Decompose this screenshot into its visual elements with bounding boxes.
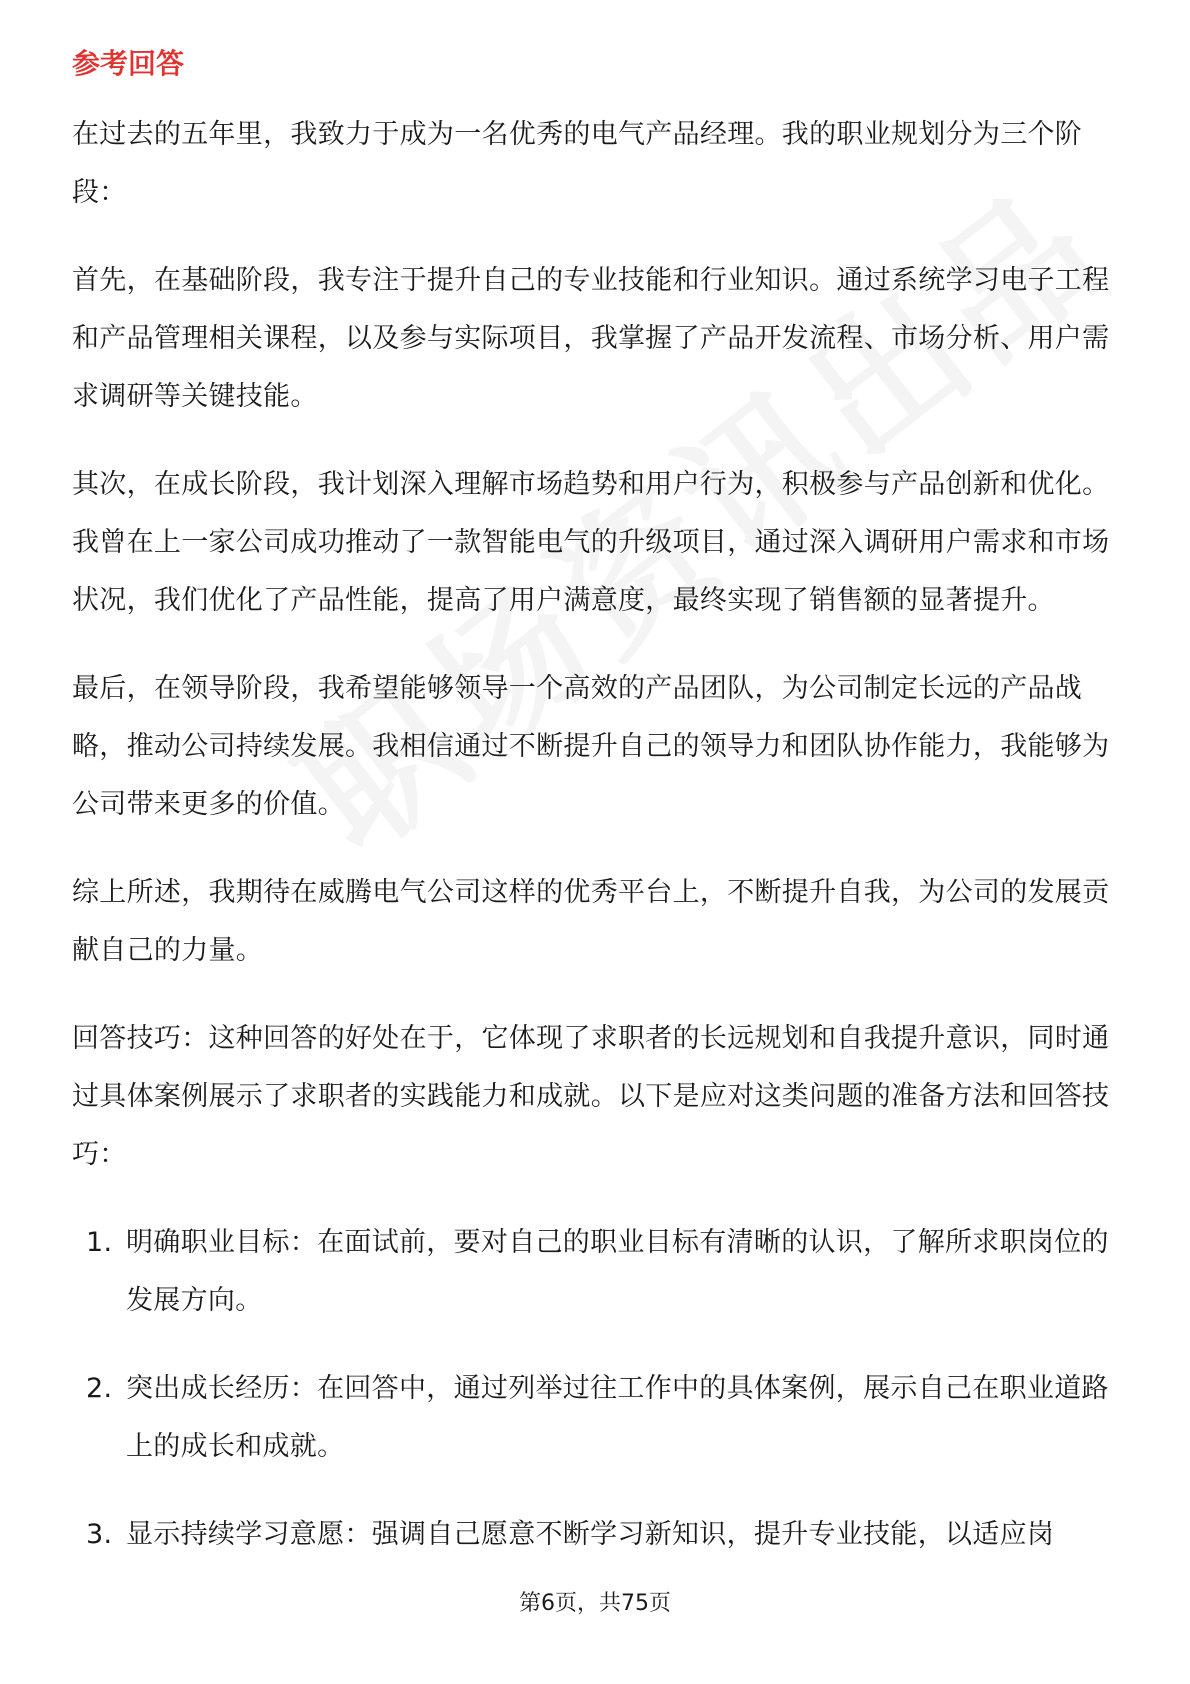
section-title: 参考回答 xyxy=(72,47,185,80)
list-item-number: 3. xyxy=(86,1519,113,1550)
paragraph-summary: 综上所述，我期待在威腾电气公司这样的优秀平台上，不断提升自我，为公司的发展贡献自己的力量。 xyxy=(72,877,1110,966)
paragraph-stage-two: 其次，在成长阶段，我计划深入理解市场趋势和用户行为，积极参与产品创新和优化。我曾在上一家公司成功推动了一款智能电气的升级项目，通过深入调研用户需求和市场状况，我们优化了产品性能，提高了用户满意度，最终实现了销售额的显著提升。 xyxy=(72,469,1110,616)
tips-list xyxy=(72,1214,1122,1564)
list-item-text: 显示持续学习意愿：强调自己愿意不断学习新知识，提升专业技能，以适应岗 xyxy=(126,1519,1055,1550)
list-item xyxy=(72,1360,1122,1476)
list-item-text: 突出成长经历：在回答中，通过列举过往工作中的具体案例，展示自己在职业道路上的成长和成就。 xyxy=(126,1373,1109,1462)
list-item-text: 明确职业目标：在面试前，要对自己的职业目标有清晰的认识，了解所求职岗位的发展方向。 xyxy=(126,1227,1109,1316)
list-item xyxy=(72,1214,1122,1330)
paragraph-tips: 回答技巧：这种回答的好处在于，它体现了求职者的长远规划和自我提升意识，同时通过具体案例展示了求职者的实践能力和成就。以下是应对这类问题的准备方法和回答技巧： xyxy=(72,1023,1110,1170)
document-page xyxy=(72,44,1122,1594)
paragraph-intro: 在过去的五年里，我致力于成为一名优秀的电气产品经理。我的职业规划分为三个阶段： xyxy=(72,119,1083,208)
list-item-number: 1. xyxy=(86,1227,113,1258)
list-item xyxy=(72,1506,1122,1564)
paragraph-stage-three: 最后，在领导阶段，我希望能够领导一个高效的产品团队，为公司制定长远的产品战略，推动公司持续发展。我相信通过不断提升自己的领导力和团队协作能力，我能够为公司带来更多的价值。 xyxy=(72,673,1110,820)
paragraph-stage-one: 首先，在基础阶段，我专注于提升自己的专业技能和行业知识。通过系统学习电子工程和产品管理相关课程，以及参与实际项目，我掌握了产品开发流程、市场分析、用户需求调研等关键技能。 xyxy=(72,265,1110,412)
list-item-number: 2. xyxy=(86,1373,113,1404)
page-footer: 第6页，共75页 xyxy=(519,1591,671,1616)
